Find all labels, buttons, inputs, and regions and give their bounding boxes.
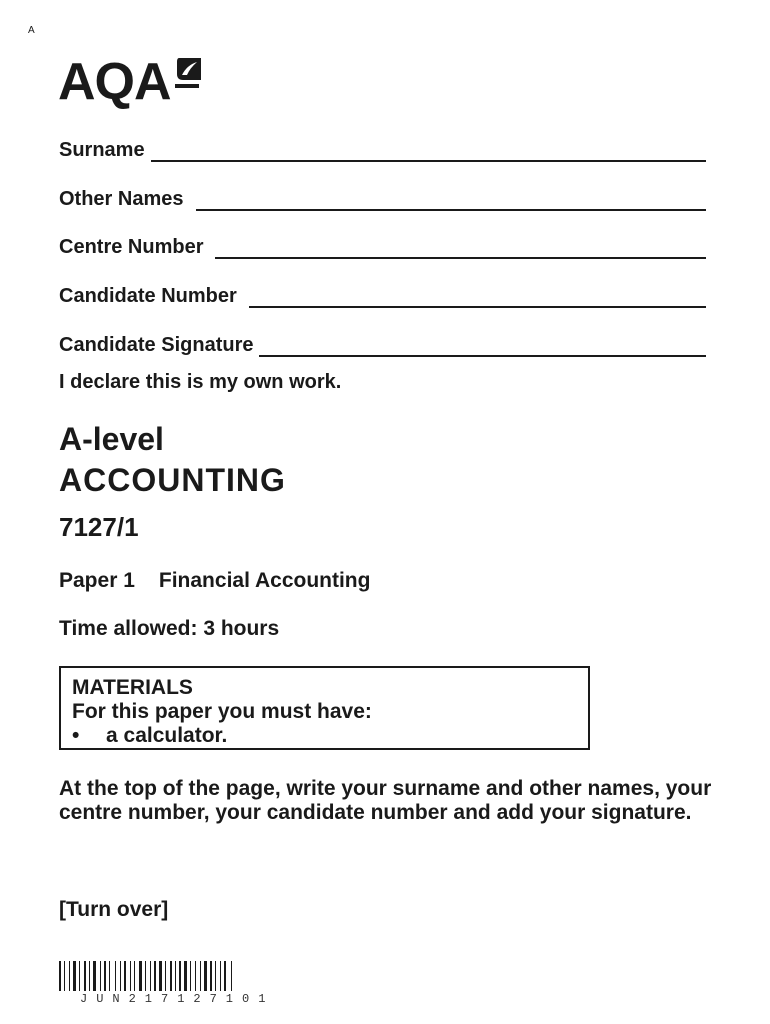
surname-line[interactable] (151, 142, 706, 162)
corner-mark: A (28, 25, 35, 36)
paper-number: Paper 1 (59, 569, 135, 592)
subject-title: ACCOUNTING (59, 462, 286, 498)
materials-box (59, 666, 590, 750)
other-names-label: Other Names (59, 188, 184, 210)
candidate-number-field[interactable] (59, 285, 706, 308)
candidate-signature-field[interactable] (59, 334, 706, 357)
qualification-level: A-level (59, 421, 164, 457)
paper-title: Financial Accounting (158, 569, 371, 592)
centre-number-line[interactable] (215, 239, 706, 259)
surname-field[interactable] (59, 139, 706, 162)
candidate-number-label: Candidate Number (59, 285, 237, 307)
other-names-field[interactable] (59, 188, 706, 211)
leaf-icon (173, 56, 203, 90)
centre-number-field[interactable] (59, 236, 706, 259)
materials-intro: For this paper you must have: (72, 700, 372, 723)
candidate-number-line[interactable] (249, 288, 706, 308)
instructions: At the top of the page, write your surname and other names, your centre number, your candidate number and add your signature. (59, 777, 712, 824)
logo-text: AQA (58, 53, 171, 111)
barcode (59, 961, 305, 991)
paper-code: 7127/1 (59, 512, 139, 542)
time-allowed: Time allowed: 3 hours (59, 617, 280, 640)
paper-info (59, 569, 370, 593)
materials-heading: MATERIALS (72, 676, 193, 699)
list-item (72, 724, 588, 748)
material-item: a calculator. (106, 724, 228, 747)
centre-number-label: Centre Number (59, 236, 204, 258)
candidate-signature-line[interactable] (259, 337, 706, 357)
barcode-text: JUN217127101 (80, 992, 275, 1006)
turn-over: [Turn over] (59, 898, 169, 921)
other-names-line[interactable] (196, 191, 707, 211)
declaration: I declare this is my own work. (59, 371, 342, 393)
surname-label: Surname (59, 139, 145, 161)
bullet-icon: • (72, 724, 80, 747)
candidate-signature-label: Candidate Signature (59, 334, 254, 356)
aqa-logo (58, 53, 203, 112)
